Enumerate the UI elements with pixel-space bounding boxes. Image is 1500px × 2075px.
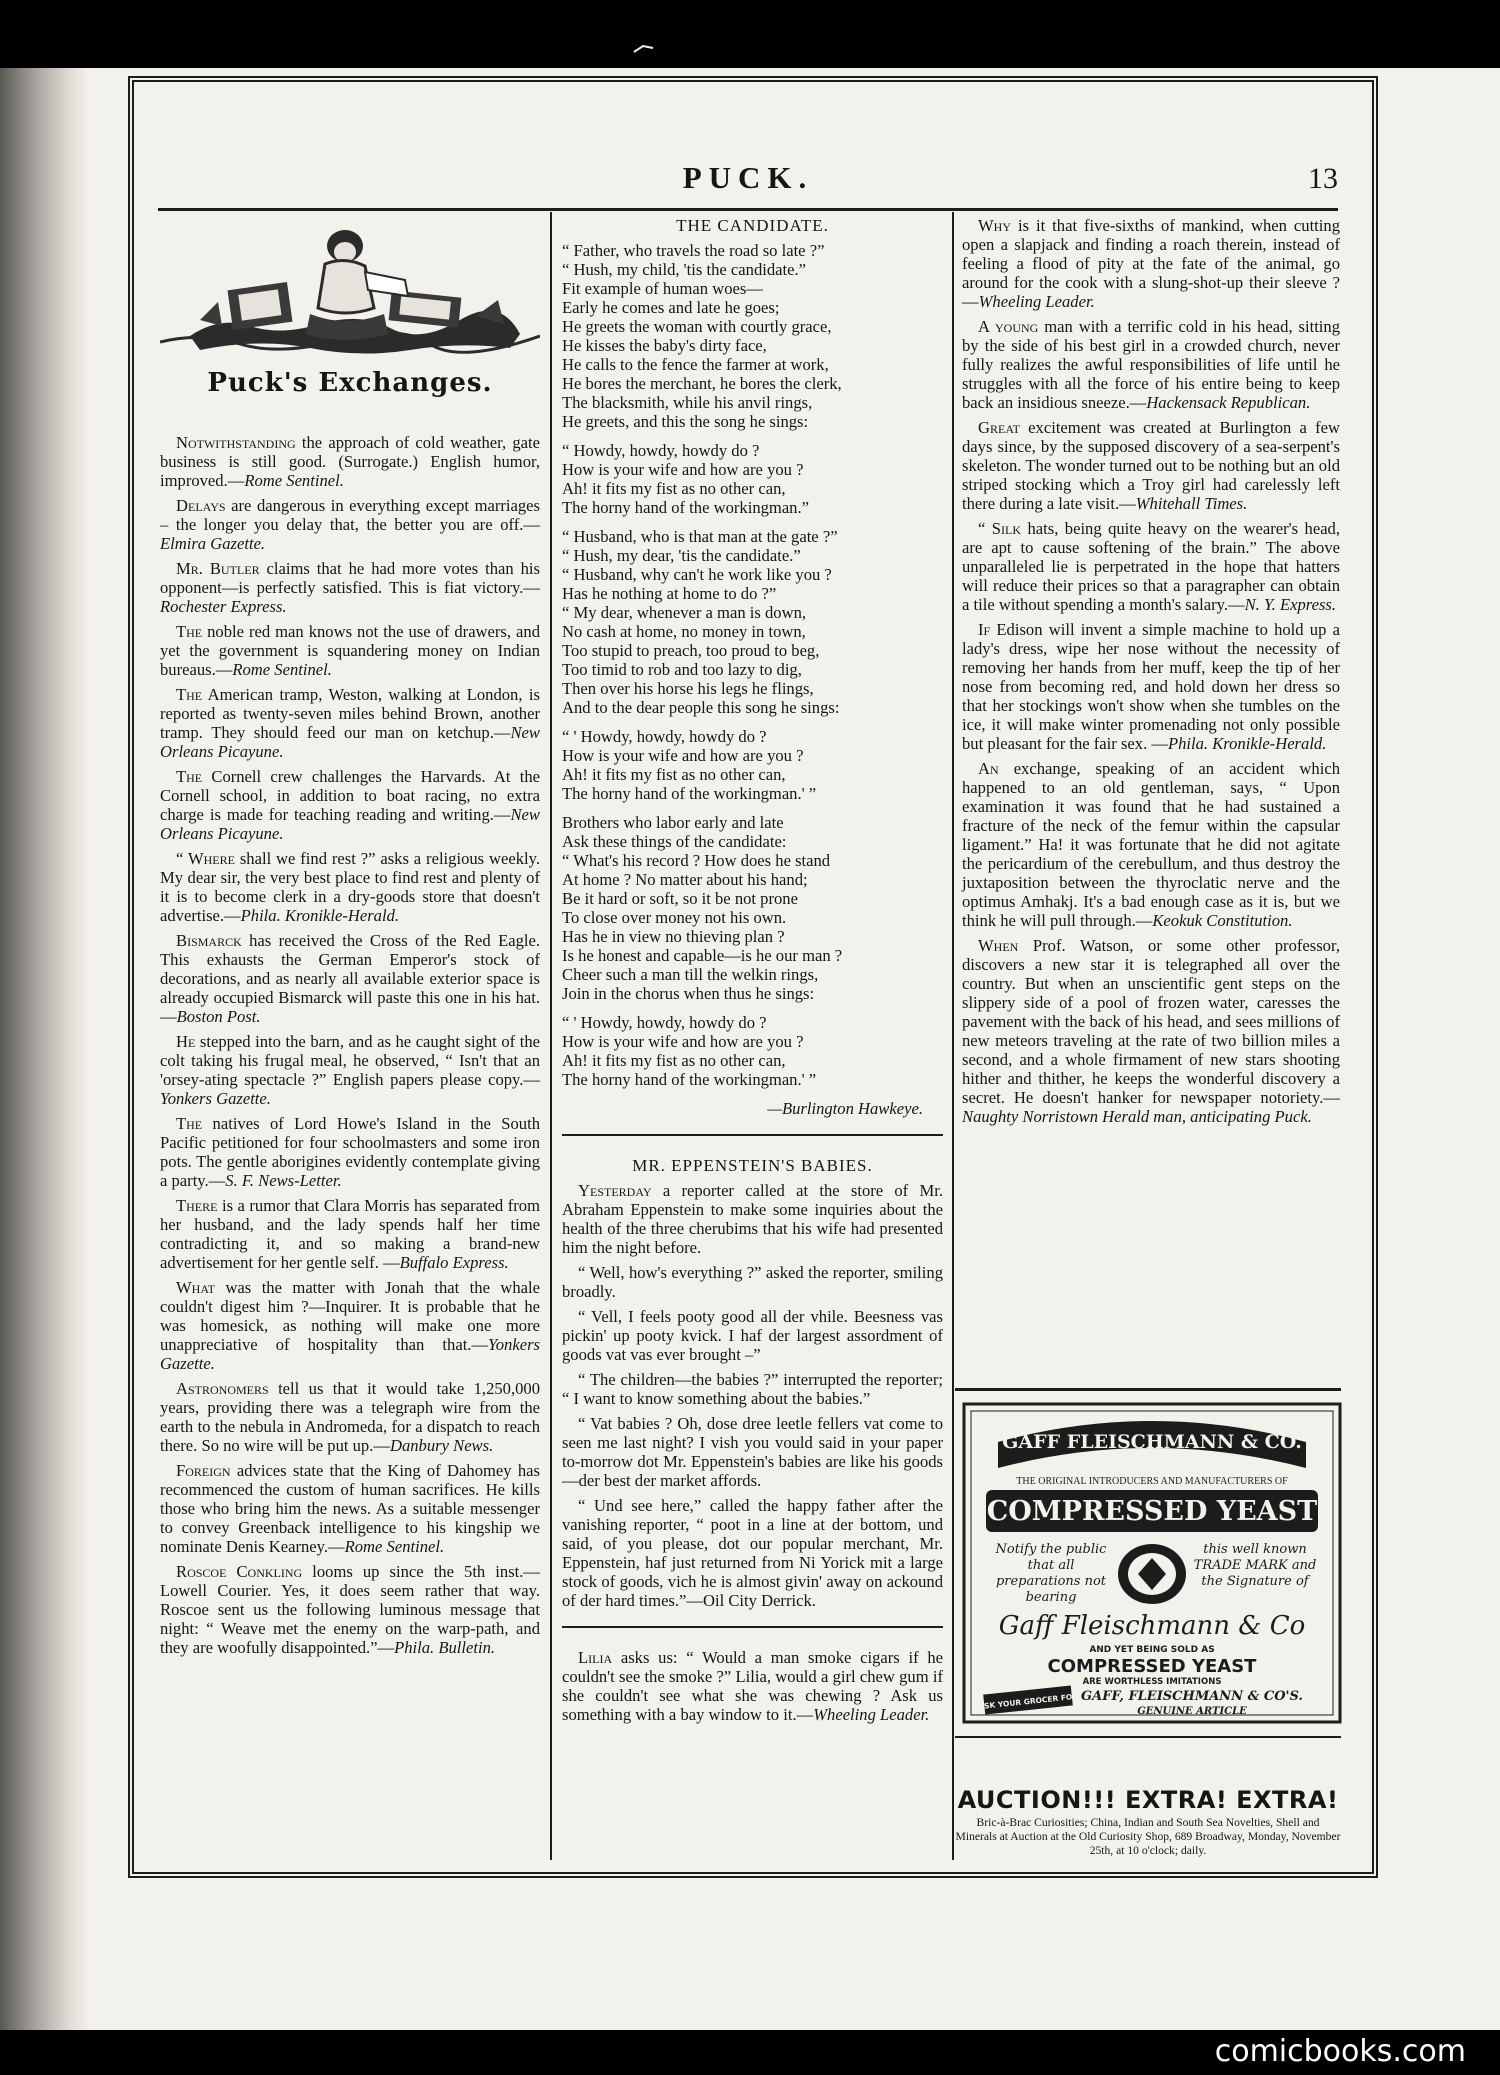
poem-line: Early he comes and late he goes;: [562, 298, 780, 317]
exchanges-list: [160, 433, 540, 1657]
news-paragraph: [160, 1461, 540, 1556]
ad-signature: Gaff Fleischmann & Co: [998, 1611, 1306, 1641]
paragraph-lead: Great: [978, 418, 1020, 437]
news-paragraph: [962, 418, 1340, 513]
paragraph-text: natives of Lord Howe's Island in the South Pacific petitioned for four schoolmasters and some iron pots. The gentle aborigines evidently contemplate giving a party.—: [160, 1114, 540, 1190]
header-rule: [158, 208, 1338, 211]
paragraph-lead: When: [978, 936, 1019, 955]
column-middle: [562, 216, 943, 1730]
paragraph-source: Rome Sentinel.: [344, 1537, 445, 1556]
poem-line: The blacksmith, while his anvil rings,: [562, 393, 813, 412]
poem-line: He kisses the baby's dirty face,: [562, 336, 767, 355]
poem-line: “ Howdy, howdy, howdy do ?: [562, 441, 760, 460]
paragraph-text: a reporter called at the store of Mr. Abraham Eppenstein to make some inquiries about the health of the three cherubims that his wife had presented him the night before.: [562, 1181, 943, 1257]
paragraph-source: Hackensack Republican.: [1146, 393, 1311, 412]
news-paragraph: [962, 620, 1340, 753]
yeast-advertisement: [962, 1402, 1342, 1724]
news-paragraph: [160, 496, 540, 553]
news-paragraph: [562, 1263, 943, 1301]
babies-heading: MR. EPPENSTEIN'S BABIES.: [632, 1156, 873, 1175]
ad-product: COMPRESSED YEAST: [986, 1496, 1318, 1527]
paragraph-text: Prof. Watson, or some other professor, discovers a new star it is telegraphed all over the country. But when an unscientific gent steps on the slippery side of a pool of frozen water, caresses the pavement with the back of his head, and sees millions of new meteors traveling at the rate of two billion miles a second, and a whole firmament of new stars shooting hither and thither, he keeps the wonderful discovery a secret. He doesn't hanker for newspaper notoriety.—: [962, 936, 1340, 1107]
poem-line: How is your wife and how are you ?: [562, 460, 804, 479]
news-paragraph: [160, 1196, 540, 1272]
poem-stanza: [562, 441, 943, 517]
poem-line: At home ? No matter about his hand;: [562, 870, 808, 889]
paragraph-lead: The: [176, 622, 203, 641]
paragraph-text: is it that five-sixths of mankind, when cutting open a slapjack and finding a roach therein, instead of feeling a flood of pity at the fate of the animal, go around for the cook with a slung-shot-up their sleeve ?—: [962, 216, 1340, 311]
news-paragraph: [562, 1370, 943, 1408]
paragraph-text: “ The children—the babies ?” interrupted the reporter; “ I want to know something about the babies.”: [562, 1370, 943, 1408]
paragraph-lead: If: [978, 620, 991, 639]
ad-left-notice: Notify the public that all preparations not bearing: [995, 1542, 1107, 1605]
paragraph-lead: He: [176, 1032, 196, 1051]
ad-line3: ARE WORTHLESS IMITATIONS: [1082, 1677, 1222, 1687]
paragraph-lead: Why: [978, 216, 1011, 235]
news-paragraph: [562, 1648, 943, 1724]
paragraph-text: hats, being quite heavy on the wearer's head, are apt to cause softening of the brain.” The above unparalleled lie is perpetrated in the hope that hatters will reduce their prices so that a paragrapher can obtain a tile without spending a month's salary.—: [962, 519, 1340, 614]
paragraph-text: “ Well, how's everything ?” asked the reporter, smiling broadly.: [562, 1263, 943, 1301]
poem-stanza: [562, 527, 943, 717]
poem-line: Brothers who labor early and late: [562, 813, 784, 832]
paragraph-text: tell us that it would take 1,250,000 years, providing there was a telegraph wire from the earth to the nebula in Andromeda, for a dispatch to reach there. So no wire will be put up.—: [160, 1379, 540, 1455]
trade-mark-emblem: [1118, 1544, 1186, 1604]
page-number: 13: [1308, 162, 1338, 195]
poem-line: Cheer such a man till the welkin rings,: [562, 965, 819, 984]
poem-line: Fit example of human woes—: [562, 279, 763, 298]
poem-stanza: [562, 727, 943, 803]
column-right: [962, 216, 1340, 1132]
auction-advertisement: [955, 1786, 1341, 1858]
poem-stanza: [562, 1013, 943, 1089]
lilia-item: [562, 1648, 943, 1724]
binding-gutter: [0, 68, 90, 2030]
poem-line: How is your wife and how are you ?: [562, 1032, 804, 1051]
poem-line: Join in the chorus when thus he sings:: [562, 984, 815, 1003]
poem-line: Has he in view no thieving plan ?: [562, 927, 785, 946]
auction-body: Bric-à-Brac Curiosities; China, Indian and South Sea Novelties, Shell and Minerals at Auction at the Old Curiosity Shop, 689 Broadway, Monday, November 25th, at 10 o'clock; daily.: [955, 1816, 1341, 1857]
poem-line: To close over money not his own.: [562, 908, 787, 927]
poem-line: Has he nothing at home to do ?”: [562, 584, 777, 603]
paragraph-lead: The: [176, 767, 203, 786]
paragraph-source: N. Y. Express.: [1244, 595, 1337, 614]
news-paragraph: [962, 317, 1340, 412]
poem-line: Ah! it fits my fist as no other can,: [562, 1051, 786, 1070]
poem-line: Too timid to rob and too lazy to dig,: [562, 660, 802, 679]
paragraph-text: claims that he had more votes than his opponent—is perfectly satisfied. This is fiat victory.—: [160, 559, 540, 597]
paragraph-source: New Orleans Picayune.: [160, 723, 540, 761]
paragraph-text: Cornell crew challenges the Harvards. At the Cornell school, in addition to boat racing, no extra charge is made for teaching reading and writing.—: [160, 767, 540, 824]
paragraph-lead: What: [176, 1278, 215, 1297]
paragraph-source: Rochester Express.: [160, 597, 287, 616]
paragraph-lead: Mr. Butler: [176, 559, 260, 578]
paragraph-lead: Roscoe Conkling: [176, 1562, 303, 1581]
paragraph-text: shall we find rest ?” asks a religious weekly. My dear sir, the very best place to find rest and plenty of it is to become clerk in a dry-goods store that doesn't advertise.—: [160, 849, 540, 925]
paragraph-source: Keokuk Constitution.: [1152, 911, 1293, 930]
paragraph-lead: Yesterday: [578, 1181, 652, 1200]
ad-right-box: [1190, 1542, 1320, 1612]
paragraph-lead: A young: [978, 317, 1039, 336]
paragraph-text: noble red man knows not the use of drawers, and yet the government is squandering money on Indian bureaus.—: [160, 622, 540, 679]
paragraph-text: is a rumor that Clara Morris has separated from her husband, and the lady spends half her time contradicting it, and so making a brand-new advertisement for her gentle self. —: [160, 1196, 540, 1272]
poem-line: He greets, and this the song he sings:: [562, 412, 809, 431]
poem-line: No cash at home, no money in town,: [562, 622, 806, 641]
paragraph-source: Yonkers Gazette.: [160, 1089, 271, 1108]
paragraph-text: excitement was created at Burlington a few days since, by the supposed discovery of a sea-serpent's skeleton. The wonder turned out to be nothing but an old striped stocking which a Troy girl had carelessly left there during a late visit.—: [962, 418, 1340, 513]
news-paragraph: [962, 519, 1340, 614]
paragraph-text: the approach of cold weather, gate business is still good. (Surrogate.) English humor, improved.—: [160, 433, 540, 490]
paragraph-source: S. F. News-Letter.: [225, 1171, 342, 1190]
poem-line: “ Hush, my dear, 'tis the candidate.”: [562, 546, 801, 565]
candidate-heading: THE CANDIDATE.: [676, 216, 829, 235]
paragraph-source: Naughty Norristown Herald man, anticipating Puck.: [962, 1107, 1312, 1126]
ad-line1: AND YET BEING SOLD AS: [1089, 1645, 1215, 1655]
ad-line4: GAFF, FLEISCHMANN & CO'S.: [1081, 1689, 1303, 1704]
poem-line: Is he honest and capable—is he our man ?: [562, 946, 843, 965]
poem-line: The horny hand of the workingman.”: [562, 498, 809, 517]
paragraph-text: “ Vat babies ? Oh, dose dree leetle fellers vat come to seen me last night? I vish you vould said in your paper to-morrow dot Mr. Eppenstein's babies are like his goods—der best der market affords.: [562, 1414, 943, 1490]
paragraph-source: Elmira Gazette.: [160, 534, 266, 553]
poem-line: Ask these things of the candidate:: [562, 832, 787, 851]
right-column-items: [962, 216, 1340, 1126]
paragraph-text: looms up since the 5th inst.—Lowell Courier. Yes, it does seem rather that way. Roscoe sent us the following luminous message that night: “ Weave met the enemy on the warp-path, and they are woofully disappointed.”—: [160, 1562, 541, 1657]
news-paragraph: [962, 759, 1340, 930]
news-paragraph: [160, 685, 540, 761]
section-divider: [562, 1134, 943, 1136]
poem-line: Then over his horse his legs he flings,: [562, 679, 814, 698]
site-watermark: comicbooks.com: [1214, 2034, 1466, 2069]
auction-headline: AUCTION!!! EXTRA! EXTRA!: [957, 1786, 1339, 1814]
poem-line: He calls to the fence the farmer at work,: [562, 355, 829, 374]
paragraph-source: Phila. Kronikle-Herald.: [240, 906, 400, 925]
column-rule-1: [550, 212, 552, 1860]
paragraph-text: are dangerous in everything except marriages – the longer you delay that, the better you are off.—: [160, 496, 540, 534]
masthead-title: PUCK.: [682, 160, 814, 195]
ad-rule: [955, 1388, 1341, 1391]
ad-left-box: [986, 1542, 1116, 1612]
paragraph-text: “ Und see here,” called the happy father after the vanishing reporter, “ poot in a line at der bottom, und said, of you please, dot our popular merchant, Mr. Eppenstein, haf just returned from Ni Yorick mit a large stock of goods, vich he is almost givin' away on ackound of der hard times.”—Oil City Derrick.: [562, 1496, 943, 1610]
poem-line: “ Hush, my child, 'tis the candidate.”: [562, 260, 806, 279]
ad-ask: ASK YOUR GROCER FOR: [977, 1691, 1079, 1712]
poem-line: “ ' Howdy, howdy, howdy do ?: [562, 727, 767, 746]
paragraph-text: Edison will invent a simple machine to hold up a lady's dress, wipe her nose without the necessity of removing her hands from her muff, keep the tip of her nose from becoming red, and hold down her dress so that her stockings won't show when she tumbles on the ice, it will make winter promenading not only possible but pleasant for the fair sex. —: [962, 620, 1340, 753]
scan-mark: [633, 44, 655, 54]
paragraph-lead: Notwithstanding: [176, 433, 296, 452]
paragraph-source: Buffalo Express.: [399, 1253, 509, 1272]
paragraph-lead: Foreign: [176, 1461, 231, 1480]
ad-intro: THE ORIGINAL INTRODUCERS AND MANUFACTURERS OF: [1016, 1476, 1288, 1487]
paragraph-lead: The: [176, 685, 203, 704]
ad-line5: GENUINE ARTICLE: [1137, 1706, 1247, 1717]
poem-line: How is your wife and how are you ?: [562, 746, 804, 765]
news-paragraph: [160, 622, 540, 679]
ad-right-notice: this well known TRADE MARK and the Signature of: [1193, 1542, 1317, 1589]
paragraph-source: Boston Post.: [176, 1007, 261, 1026]
exchanges-vignette-illustration: [160, 216, 540, 366]
news-paragraph: [160, 1114, 540, 1190]
news-paragraph: [160, 1032, 540, 1108]
poem-line: He greets the woman with courtly grace,: [562, 317, 832, 336]
news-paragraph: [160, 1379, 540, 1455]
page-header: [158, 160, 1338, 208]
ad-company: GAFF FLEISCHMANN & CO.: [1002, 1431, 1302, 1453]
paragraph-lead: Astronomers: [176, 1379, 269, 1398]
poem-line: “ My dear, whenever a man is down,: [562, 603, 807, 622]
news-paragraph: [562, 1181, 943, 1257]
ad-rule: [955, 1736, 1341, 1738]
candidate-poem: [562, 241, 943, 1089]
paragraph-lead: Bismarck: [176, 931, 242, 950]
poem-line: “ Husband, who is that man at the gate ?”: [562, 527, 838, 546]
paragraph-text: asks us: “ Would a man smoke cigars if he couldn't see the smoke ?” Lilia, would a girl chew gum if she couldn't see what she was chewing ? Ask us something with a bay window to it.—: [562, 1648, 943, 1724]
paragraph-lead: Delays: [176, 496, 226, 515]
news-paragraph: [160, 433, 540, 490]
poem-line: He bores the merchant, he bores the clerk,: [562, 374, 842, 393]
poem-line: “ Father, who travels the road so late ?”: [562, 241, 825, 260]
poem-line: The horny hand of the workingman.' ”: [562, 784, 817, 803]
paragraph-source: Wheeling Leader.: [813, 1705, 930, 1724]
news-paragraph: [160, 559, 540, 616]
paragraph-lead: The: [176, 1114, 203, 1133]
news-paragraph: [160, 849, 540, 925]
poem-line: “ ' Howdy, howdy, howdy do ?: [562, 1013, 767, 1032]
column-exchanges: [160, 216, 540, 1663]
news-paragraph: [962, 216, 1340, 311]
news-paragraph: [962, 936, 1340, 1126]
poem-line: Ah! it fits my fist as no other can,: [562, 479, 786, 498]
paragraph-text: advices state that the King of Dahomey has recommenced the custom of human sacrifices. He kills those who bring him the news. As a suitable messenger to convey Greenback intelligence to his kingship we nominate Denis Kearney.—: [160, 1461, 540, 1556]
poem-stanza: [562, 813, 943, 1003]
poem-line: Ah! it fits my fist as no other can,: [562, 765, 786, 784]
paragraph-lead: There: [176, 1196, 218, 1215]
news-paragraph: [160, 1278, 540, 1373]
babies-story: [562, 1181, 943, 1610]
paragraph-text: stepped into the barn, and as he caught sight of the colt taking his frugal meal, he observed, “ Isn't that an 'orsey-ating spectacle ?” English papers please copy.—: [160, 1032, 540, 1089]
paragraph-lead: An: [978, 759, 999, 778]
poem-line: The horny hand of the workingman.' ”: [562, 1070, 817, 1089]
paragraph-text: has received the Cross of the Red Eagle. This exhausts the German Emperor's stock of decorations, and as nearly all available exterior space is already occupied Bismarck will paste this one in his hat.—: [160, 931, 540, 1026]
paragraph-source: Phila. Kronikle-Herald.: [1167, 734, 1327, 753]
paragraph-source: Wheeling Leader.: [978, 292, 1095, 311]
paragraph-lead: “ Silk: [978, 519, 1022, 538]
candidate-source: —Burlington Hawkeye.: [767, 1099, 923, 1118]
poem-line: “ What's his record ? How does he stand: [562, 851, 831, 870]
news-paragraph: [562, 1496, 943, 1610]
news-paragraph: [160, 931, 540, 1026]
paragraph-source: New Orleans Picayune.: [160, 805, 540, 843]
poem-stanza: [562, 241, 943, 431]
poem-line: And to the dear people this song he sings:: [562, 698, 840, 717]
paragraph-lead: Lilia: [578, 1648, 613, 1667]
paragraph-text: exchange, speaking of an accident which happened to an old gentleman, says, “ Upon examination it was found that he had sustained a fracture of the neck of the femur within the capsular ligament.” Ha! it was fortunate that he did not agitate the pericardium of the cerebullum, and thus destroy the juxtaposition between the thyroclatic nerve and the optimus Amhakj. It's a bad enough case as it is, but we think he will pull through.—: [962, 759, 1340, 930]
news-paragraph: [562, 1414, 943, 1490]
column-rule-2: [952, 212, 954, 1860]
paragraph-source: Rome Sentinel.: [232, 660, 332, 679]
paragraph-source: Danbury News.: [389, 1436, 494, 1455]
paragraph-text: man with a terrific cold in his head, sitting by the side of his best girl in a crowded church, never fully realizes the awful responsibilities of life until he struggles with all the force of his entire being to keep back an insidious sneeze.—: [962, 317, 1341, 412]
section-divider: [562, 1626, 943, 1628]
ad-line2: COMPRESSED YEAST: [1047, 1656, 1257, 1677]
poem-line: Be it hard or soft, so it be not prone: [562, 889, 798, 908]
paragraph-source: Rome Sentinel.: [244, 471, 344, 490]
paragraph-text: American tramp, Weston, walking at London, is reported as twenty-seven miles behind Brown, another tramp. They should feed our man on ketchup.—: [160, 685, 540, 742]
paragraph-text: “ Vell, I feels pooty good all der vhile. Beesness vas pickin' up pooty kvick. I haf der largest assordment of goods vat vas ever brought –”: [562, 1307, 943, 1364]
poem-line: Too stupid to preach, too proud to beg,: [562, 641, 820, 660]
paragraph-lead: “ Where: [176, 849, 235, 868]
news-paragraph: [562, 1307, 943, 1364]
paragraph-source: Phila. Bulletin.: [394, 1638, 496, 1657]
news-paragraph: [160, 767, 540, 843]
poem-line: “ Husband, why can't he work like you ?: [562, 565, 832, 584]
paragraph-text: was the matter with Jonah that the whale couldn't digest him ?—Inquirer. It is probable that he was homesick, as nothing will make one more unappreciative of hospitality than that.—: [160, 1278, 540, 1354]
paragraph-source: Whitehall Times.: [1135, 494, 1248, 513]
news-paragraph: [160, 1562, 540, 1657]
paragraph-source: Yonkers Gazette.: [160, 1335, 540, 1373]
exchanges-title: Puck's Exchanges.: [207, 368, 493, 398]
